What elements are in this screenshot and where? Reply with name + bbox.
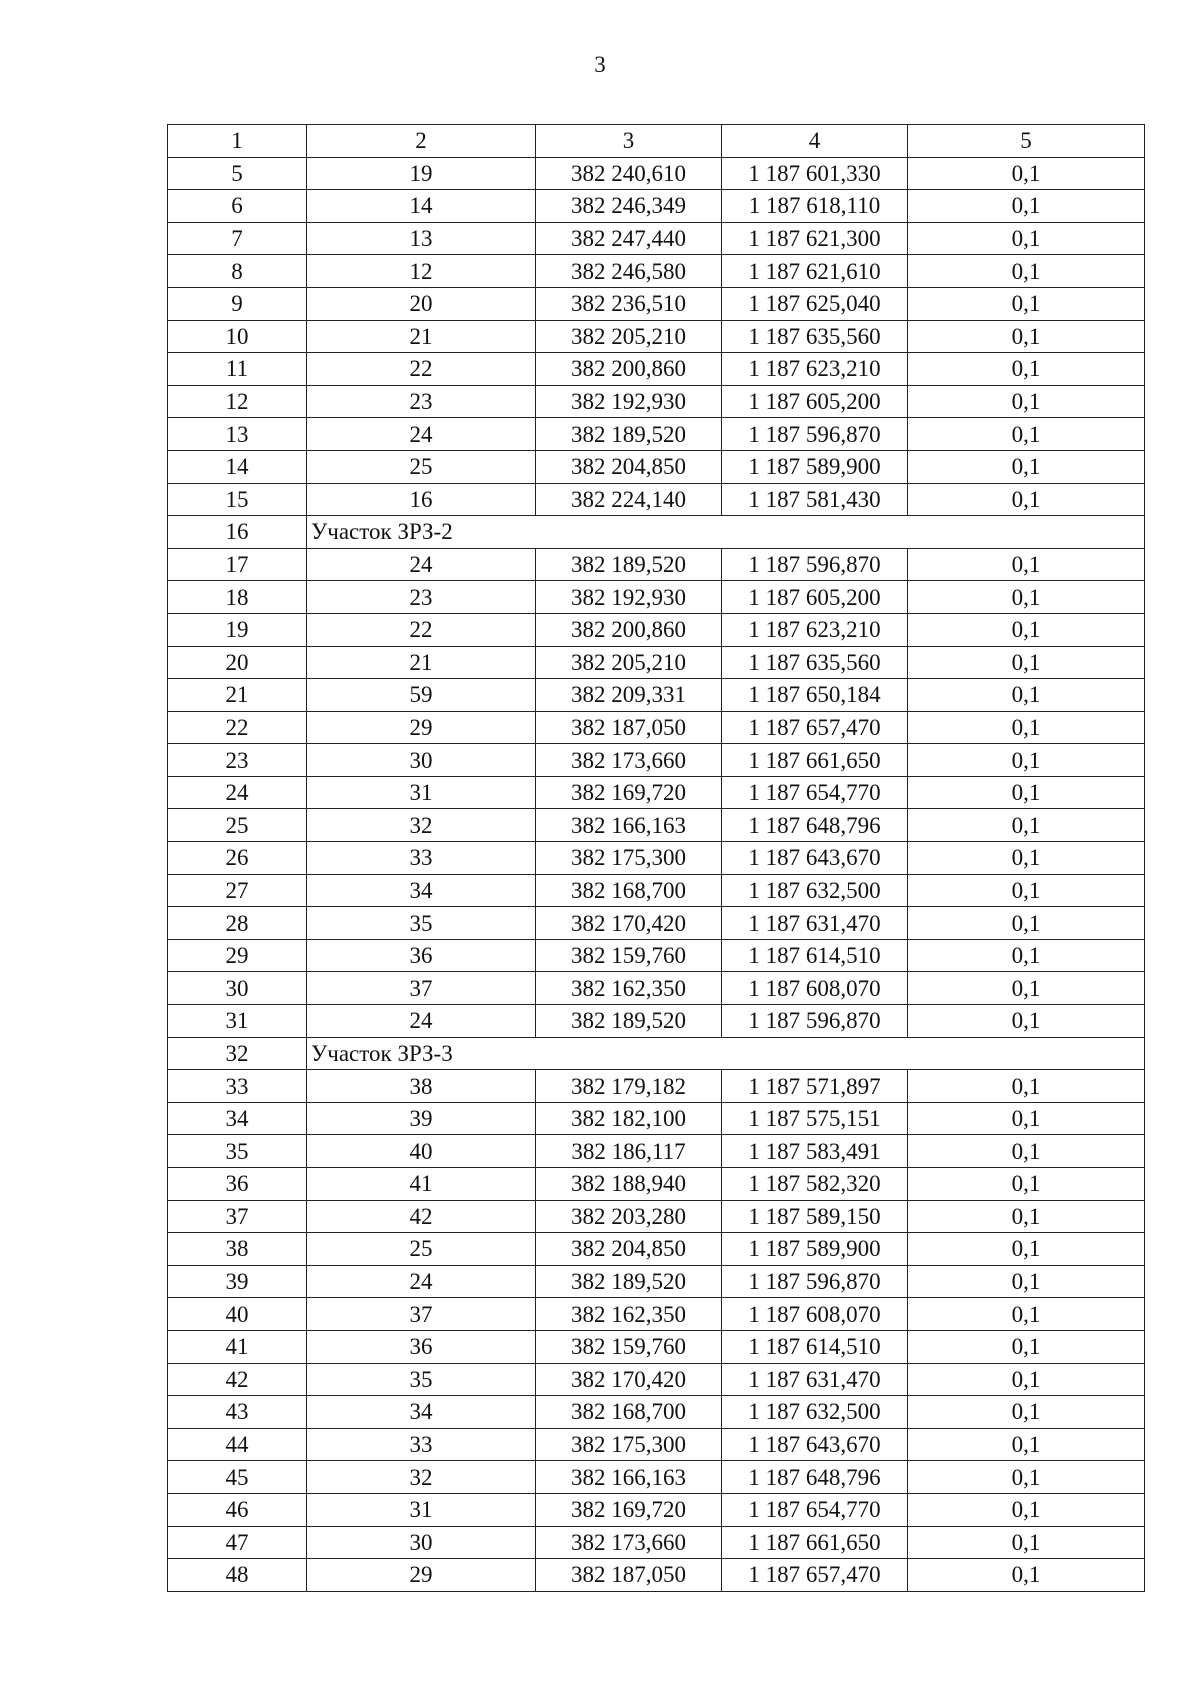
point-number-cell: 30 [307, 1526, 536, 1559]
row-number-cell: 35 [168, 1135, 307, 1168]
x-coordinate-cell: 382 173,660 [536, 744, 722, 777]
accuracy-cell: 0,1 [908, 1396, 1145, 1429]
table-row [168, 320, 1145, 353]
row-number-cell: 44 [168, 1428, 307, 1461]
y-coordinate-cell: 1 187 583,491 [722, 1135, 908, 1168]
table-row [168, 1363, 1145, 1396]
row-number-cell: 18 [168, 581, 307, 614]
y-coordinate-cell: 1 187 621,610 [722, 255, 908, 288]
point-number-cell: 31 [307, 776, 536, 809]
table-row [168, 157, 1145, 190]
x-coordinate-cell: 382 240,610 [536, 157, 722, 190]
accuracy-cell: 0,1 [908, 190, 1145, 223]
accuracy-cell: 0,1 [908, 483, 1145, 516]
table-row [168, 385, 1145, 418]
y-coordinate-cell: 1 187 575,151 [722, 1102, 908, 1135]
point-number-cell: 16 [307, 483, 536, 516]
table-row [168, 613, 1145, 646]
accuracy-cell: 0,1 [908, 581, 1145, 614]
point-number-cell: 24 [307, 1265, 536, 1298]
accuracy-cell: 0,1 [908, 744, 1145, 777]
row-number-cell: 40 [168, 1298, 307, 1331]
table-header [168, 125, 1145, 158]
y-coordinate-cell: 1 187 648,796 [722, 1461, 908, 1494]
row-number-cell: 33 [168, 1070, 307, 1103]
point-number-cell: 34 [307, 1396, 536, 1429]
y-coordinate-cell: 1 187 608,070 [722, 1298, 908, 1331]
row-number-cell: 19 [168, 613, 307, 646]
point-number-cell: 59 [307, 679, 536, 712]
point-number-cell: 19 [307, 157, 536, 190]
x-coordinate-cell: 382 175,300 [536, 1428, 722, 1461]
row-number-cell: 20 [168, 646, 307, 679]
row-number-cell: 10 [168, 320, 307, 353]
table-row [168, 809, 1145, 842]
x-coordinate-cell: 382 166,163 [536, 809, 722, 842]
y-coordinate-cell: 1 187 623,210 [722, 613, 908, 646]
y-coordinate-cell: 1 187 625,040 [722, 287, 908, 320]
point-number-cell: 33 [307, 1428, 536, 1461]
table-row [168, 1396, 1145, 1429]
x-coordinate-cell: 382 179,182 [536, 1070, 722, 1103]
point-number-cell: 23 [307, 385, 536, 418]
table-row [168, 1461, 1145, 1494]
y-coordinate-cell: 1 187 608,070 [722, 972, 908, 1005]
table-row [168, 646, 1145, 679]
accuracy-cell: 0,1 [908, 353, 1145, 386]
column-header-5: 5 [908, 125, 1145, 158]
row-number-cell: 22 [168, 711, 307, 744]
table-row [168, 190, 1145, 223]
row-number-cell: 27 [168, 874, 307, 907]
y-coordinate-cell: 1 187 596,870 [722, 418, 908, 451]
y-coordinate-cell: 1 187 635,560 [722, 646, 908, 679]
point-number-cell: 32 [307, 809, 536, 842]
point-number-cell: 35 [307, 907, 536, 940]
row-number-cell: 11 [168, 353, 307, 386]
y-coordinate-cell: 1 187 654,770 [722, 776, 908, 809]
x-coordinate-cell: 382 168,700 [536, 874, 722, 907]
y-coordinate-cell: 1 187 614,510 [722, 939, 908, 972]
x-coordinate-cell: 382 236,510 [536, 287, 722, 320]
y-coordinate-cell: 1 187 605,200 [722, 581, 908, 614]
x-coordinate-cell: 382 162,350 [536, 972, 722, 1005]
y-coordinate-cell: 1 187 581,430 [722, 483, 908, 516]
x-coordinate-cell: 382 170,420 [536, 1363, 722, 1396]
x-coordinate-cell: 382 169,720 [536, 1493, 722, 1526]
row-number-cell: 15 [168, 483, 307, 516]
accuracy-cell: 0,1 [908, 874, 1145, 907]
point-number-cell: 14 [307, 190, 536, 223]
row-number-cell: 39 [168, 1265, 307, 1298]
accuracy-cell: 0,1 [908, 548, 1145, 581]
column-header-4: 4 [722, 125, 908, 158]
point-number-cell: 31 [307, 1493, 536, 1526]
accuracy-cell: 0,1 [908, 255, 1145, 288]
accuracy-cell: 0,1 [908, 1493, 1145, 1526]
point-number-cell: 25 [307, 1233, 536, 1266]
row-number-cell: 46 [168, 1493, 307, 1526]
accuracy-cell: 0,1 [908, 679, 1145, 712]
table-header-row [168, 125, 1145, 158]
table-row [168, 222, 1145, 255]
x-coordinate-cell: 382 192,930 [536, 385, 722, 418]
point-number-cell: 24 [307, 418, 536, 451]
table-row [168, 1102, 1145, 1135]
table-row [168, 353, 1145, 386]
x-coordinate-cell: 382 246,349 [536, 190, 722, 223]
point-number-cell: 21 [307, 320, 536, 353]
point-number-cell: 32 [307, 1461, 536, 1494]
point-number-cell: 34 [307, 874, 536, 907]
x-coordinate-cell: 382 162,350 [536, 1298, 722, 1331]
x-coordinate-cell: 382 159,760 [536, 939, 722, 972]
x-coordinate-cell: 382 205,210 [536, 646, 722, 679]
y-coordinate-cell: 1 187 657,470 [722, 711, 908, 744]
y-coordinate-cell: 1 187 654,770 [722, 1493, 908, 1526]
accuracy-cell: 0,1 [908, 1526, 1145, 1559]
point-number-cell: 35 [307, 1363, 536, 1396]
table-row [168, 483, 1145, 516]
accuracy-cell: 0,1 [908, 1070, 1145, 1103]
point-number-cell: 22 [307, 613, 536, 646]
table-row [168, 907, 1145, 940]
x-coordinate-cell: 382 169,720 [536, 776, 722, 809]
table-row [168, 450, 1145, 483]
accuracy-cell: 0,1 [908, 809, 1145, 842]
table-row [168, 1168, 1145, 1201]
accuracy-cell: 0,1 [908, 776, 1145, 809]
x-coordinate-cell: 382 224,140 [536, 483, 722, 516]
row-number-cell: 36 [168, 1168, 307, 1201]
x-coordinate-cell: 382 182,100 [536, 1102, 722, 1135]
y-coordinate-cell: 1 187 582,320 [722, 1168, 908, 1201]
accuracy-cell: 0,1 [908, 385, 1145, 418]
point-number-cell: 41 [307, 1168, 536, 1201]
accuracy-cell: 0,1 [908, 939, 1145, 972]
table-body [168, 157, 1145, 1591]
x-coordinate-cell: 382 189,520 [536, 418, 722, 451]
y-coordinate-cell: 1 187 589,150 [722, 1200, 908, 1233]
x-coordinate-cell: 382 187,050 [536, 711, 722, 744]
accuracy-cell: 0,1 [908, 157, 1145, 190]
row-number-cell: 42 [168, 1363, 307, 1396]
y-coordinate-cell: 1 187 621,300 [722, 222, 908, 255]
point-number-cell: 36 [307, 1330, 536, 1363]
x-coordinate-cell: 382 188,940 [536, 1168, 722, 1201]
accuracy-cell: 0,1 [908, 222, 1145, 255]
y-coordinate-cell: 1 187 648,796 [722, 809, 908, 842]
table-row [168, 1526, 1145, 1559]
y-coordinate-cell: 1 187 623,210 [722, 353, 908, 386]
point-number-cell: 30 [307, 744, 536, 777]
section-row [168, 516, 1145, 549]
table-row [168, 1070, 1145, 1103]
accuracy-cell: 0,1 [908, 1363, 1145, 1396]
accuracy-cell: 0,1 [908, 1461, 1145, 1494]
point-number-cell: 33 [307, 842, 536, 875]
row-number-cell: 29 [168, 939, 307, 972]
table-row [168, 842, 1145, 875]
point-number-cell: 24 [307, 548, 536, 581]
y-coordinate-cell: 1 187 643,670 [722, 1428, 908, 1461]
row-number-cell: 30 [168, 972, 307, 1005]
accuracy-cell: 0,1 [908, 1428, 1145, 1461]
accuracy-cell: 0,1 [908, 1135, 1145, 1168]
accuracy-cell: 0,1 [908, 1233, 1145, 1266]
row-number-cell: 7 [168, 222, 307, 255]
x-coordinate-cell: 382 204,850 [536, 450, 722, 483]
x-coordinate-cell: 382 170,420 [536, 907, 722, 940]
y-coordinate-cell: 1 187 631,470 [722, 907, 908, 940]
table-row [168, 679, 1145, 712]
x-coordinate-cell: 382 209,331 [536, 679, 722, 712]
accuracy-cell: 0,1 [908, 1168, 1145, 1201]
accuracy-cell: 0,1 [908, 418, 1145, 451]
table-row [168, 1428, 1145, 1461]
point-number-cell: 29 [307, 711, 536, 744]
y-coordinate-cell: 1 187 596,870 [722, 548, 908, 581]
y-coordinate-cell: 1 187 596,870 [722, 1265, 908, 1298]
column-header-2: 2 [307, 125, 536, 158]
section-label: Участок ЗРЗ-3 [307, 1037, 1145, 1070]
y-coordinate-cell: 1 187 601,330 [722, 157, 908, 190]
table-row [168, 548, 1145, 581]
row-number-cell: 17 [168, 548, 307, 581]
section-label: Участок ЗРЗ-2 [307, 516, 1145, 549]
x-coordinate-cell: 382 204,850 [536, 1233, 722, 1266]
table-row [168, 776, 1145, 809]
row-number-cell: 21 [168, 679, 307, 712]
accuracy-cell: 0,1 [908, 613, 1145, 646]
table-row [168, 939, 1145, 972]
x-coordinate-cell: 382 159,760 [536, 1330, 722, 1363]
point-number-cell: 22 [307, 353, 536, 386]
table-row [168, 972, 1145, 1005]
row-number-cell: 5 [168, 157, 307, 190]
y-coordinate-cell: 1 187 632,500 [722, 874, 908, 907]
accuracy-cell: 0,1 [908, 711, 1145, 744]
accuracy-cell: 0,1 [908, 1102, 1145, 1135]
y-coordinate-cell: 1 187 614,510 [722, 1330, 908, 1363]
row-number-cell: 31 [168, 1005, 307, 1038]
y-coordinate-cell: 1 187 661,650 [722, 744, 908, 777]
row-number-cell: 26 [168, 842, 307, 875]
accuracy-cell: 0,1 [908, 907, 1145, 940]
point-number-cell: 39 [307, 1102, 536, 1135]
accuracy-cell: 0,1 [908, 320, 1145, 353]
x-coordinate-cell: 382 200,860 [536, 353, 722, 386]
accuracy-cell: 0,1 [908, 1005, 1145, 1038]
point-number-cell: 40 [307, 1135, 536, 1168]
table-row [168, 1559, 1145, 1592]
y-coordinate-cell: 1 187 589,900 [722, 450, 908, 483]
row-number-cell: 47 [168, 1526, 307, 1559]
row-number-cell: 48 [168, 1559, 307, 1592]
row-number-cell: 6 [168, 190, 307, 223]
point-number-cell: 29 [307, 1559, 536, 1592]
table-row [168, 1493, 1145, 1526]
table-row [168, 1135, 1145, 1168]
row-number-cell: 8 [168, 255, 307, 288]
row-number-cell: 37 [168, 1200, 307, 1233]
y-coordinate-cell: 1 187 661,650 [722, 1526, 908, 1559]
coordinates-table [167, 124, 1145, 1592]
row-number-cell: 24 [168, 776, 307, 809]
y-coordinate-cell: 1 187 643,670 [722, 842, 908, 875]
y-coordinate-cell: 1 187 596,870 [722, 1005, 908, 1038]
accuracy-cell: 0,1 [908, 1559, 1145, 1592]
row-number-cell: 32 [168, 1037, 307, 1070]
table-row [168, 1233, 1145, 1266]
row-number-cell: 23 [168, 744, 307, 777]
row-number-cell: 43 [168, 1396, 307, 1429]
x-coordinate-cell: 382 175,300 [536, 842, 722, 875]
page-number: 3 [594, 52, 606, 77]
accuracy-cell: 0,1 [908, 450, 1145, 483]
x-coordinate-cell: 382 189,520 [536, 1265, 722, 1298]
y-coordinate-cell: 1 187 631,470 [722, 1363, 908, 1396]
table-row [168, 1265, 1145, 1298]
row-number-cell: 12 [168, 385, 307, 418]
x-coordinate-cell: 382 246,580 [536, 255, 722, 288]
accuracy-cell: 0,1 [908, 1200, 1145, 1233]
accuracy-cell: 0,1 [908, 972, 1145, 1005]
row-number-cell: 45 [168, 1461, 307, 1494]
table-row [168, 874, 1145, 907]
table-row [168, 1005, 1145, 1038]
y-coordinate-cell: 1 187 632,500 [722, 1396, 908, 1429]
point-number-cell: 42 [307, 1200, 536, 1233]
x-coordinate-cell: 382 168,700 [536, 1396, 722, 1429]
table-row [168, 1330, 1145, 1363]
accuracy-cell: 0,1 [908, 1265, 1145, 1298]
x-coordinate-cell: 382 189,520 [536, 1005, 722, 1038]
row-number-cell: 16 [168, 516, 307, 549]
point-number-cell: 13 [307, 222, 536, 255]
accuracy-cell: 0,1 [908, 1330, 1145, 1363]
point-number-cell: 25 [307, 450, 536, 483]
x-coordinate-cell: 382 189,520 [536, 548, 722, 581]
row-number-cell: 34 [168, 1102, 307, 1135]
row-number-cell: 28 [168, 907, 307, 940]
table-row [168, 744, 1145, 777]
row-number-cell: 41 [168, 1330, 307, 1363]
x-coordinate-cell: 382 200,860 [536, 613, 722, 646]
point-number-cell: 12 [307, 255, 536, 288]
point-number-cell: 21 [307, 646, 536, 679]
table-row [168, 1200, 1145, 1233]
y-coordinate-cell: 1 187 657,470 [722, 1559, 908, 1592]
row-number-cell: 13 [168, 418, 307, 451]
row-number-cell: 38 [168, 1233, 307, 1266]
table-row [168, 581, 1145, 614]
point-number-cell: 38 [307, 1070, 536, 1103]
y-coordinate-cell: 1 187 589,900 [722, 1233, 908, 1266]
accuracy-cell: 0,1 [908, 287, 1145, 320]
x-coordinate-cell: 382 247,440 [536, 222, 722, 255]
x-coordinate-cell: 382 187,050 [536, 1559, 722, 1592]
point-number-cell: 23 [307, 581, 536, 614]
y-coordinate-cell: 1 187 605,200 [722, 385, 908, 418]
point-number-cell: 20 [307, 287, 536, 320]
table-row [168, 418, 1145, 451]
y-coordinate-cell: 1 187 635,560 [722, 320, 908, 353]
y-coordinate-cell: 1 187 571,897 [722, 1070, 908, 1103]
section-row [168, 1037, 1145, 1070]
column-header-3: 3 [536, 125, 722, 158]
x-coordinate-cell: 382 166,163 [536, 1461, 722, 1494]
table-row [168, 1298, 1145, 1331]
accuracy-cell: 0,1 [908, 842, 1145, 875]
table-row [168, 255, 1145, 288]
x-coordinate-cell: 382 186,117 [536, 1135, 722, 1168]
x-coordinate-cell: 382 173,660 [536, 1526, 722, 1559]
accuracy-cell: 0,1 [908, 1298, 1145, 1331]
point-number-cell: 24 [307, 1005, 536, 1038]
x-coordinate-cell: 382 203,280 [536, 1200, 722, 1233]
accuracy-cell: 0,1 [908, 646, 1145, 679]
point-number-cell: 37 [307, 1298, 536, 1331]
row-number-cell: 9 [168, 287, 307, 320]
point-number-cell: 37 [307, 972, 536, 1005]
y-coordinate-cell: 1 187 650,184 [722, 679, 908, 712]
row-number-cell: 14 [168, 450, 307, 483]
x-coordinate-cell: 382 205,210 [536, 320, 722, 353]
column-header-1: 1 [168, 125, 307, 158]
point-number-cell: 36 [307, 939, 536, 972]
x-coordinate-cell: 382 192,930 [536, 581, 722, 614]
y-coordinate-cell: 1 187 618,110 [722, 190, 908, 223]
table-row [168, 711, 1145, 744]
row-number-cell: 25 [168, 809, 307, 842]
table-row [168, 287, 1145, 320]
